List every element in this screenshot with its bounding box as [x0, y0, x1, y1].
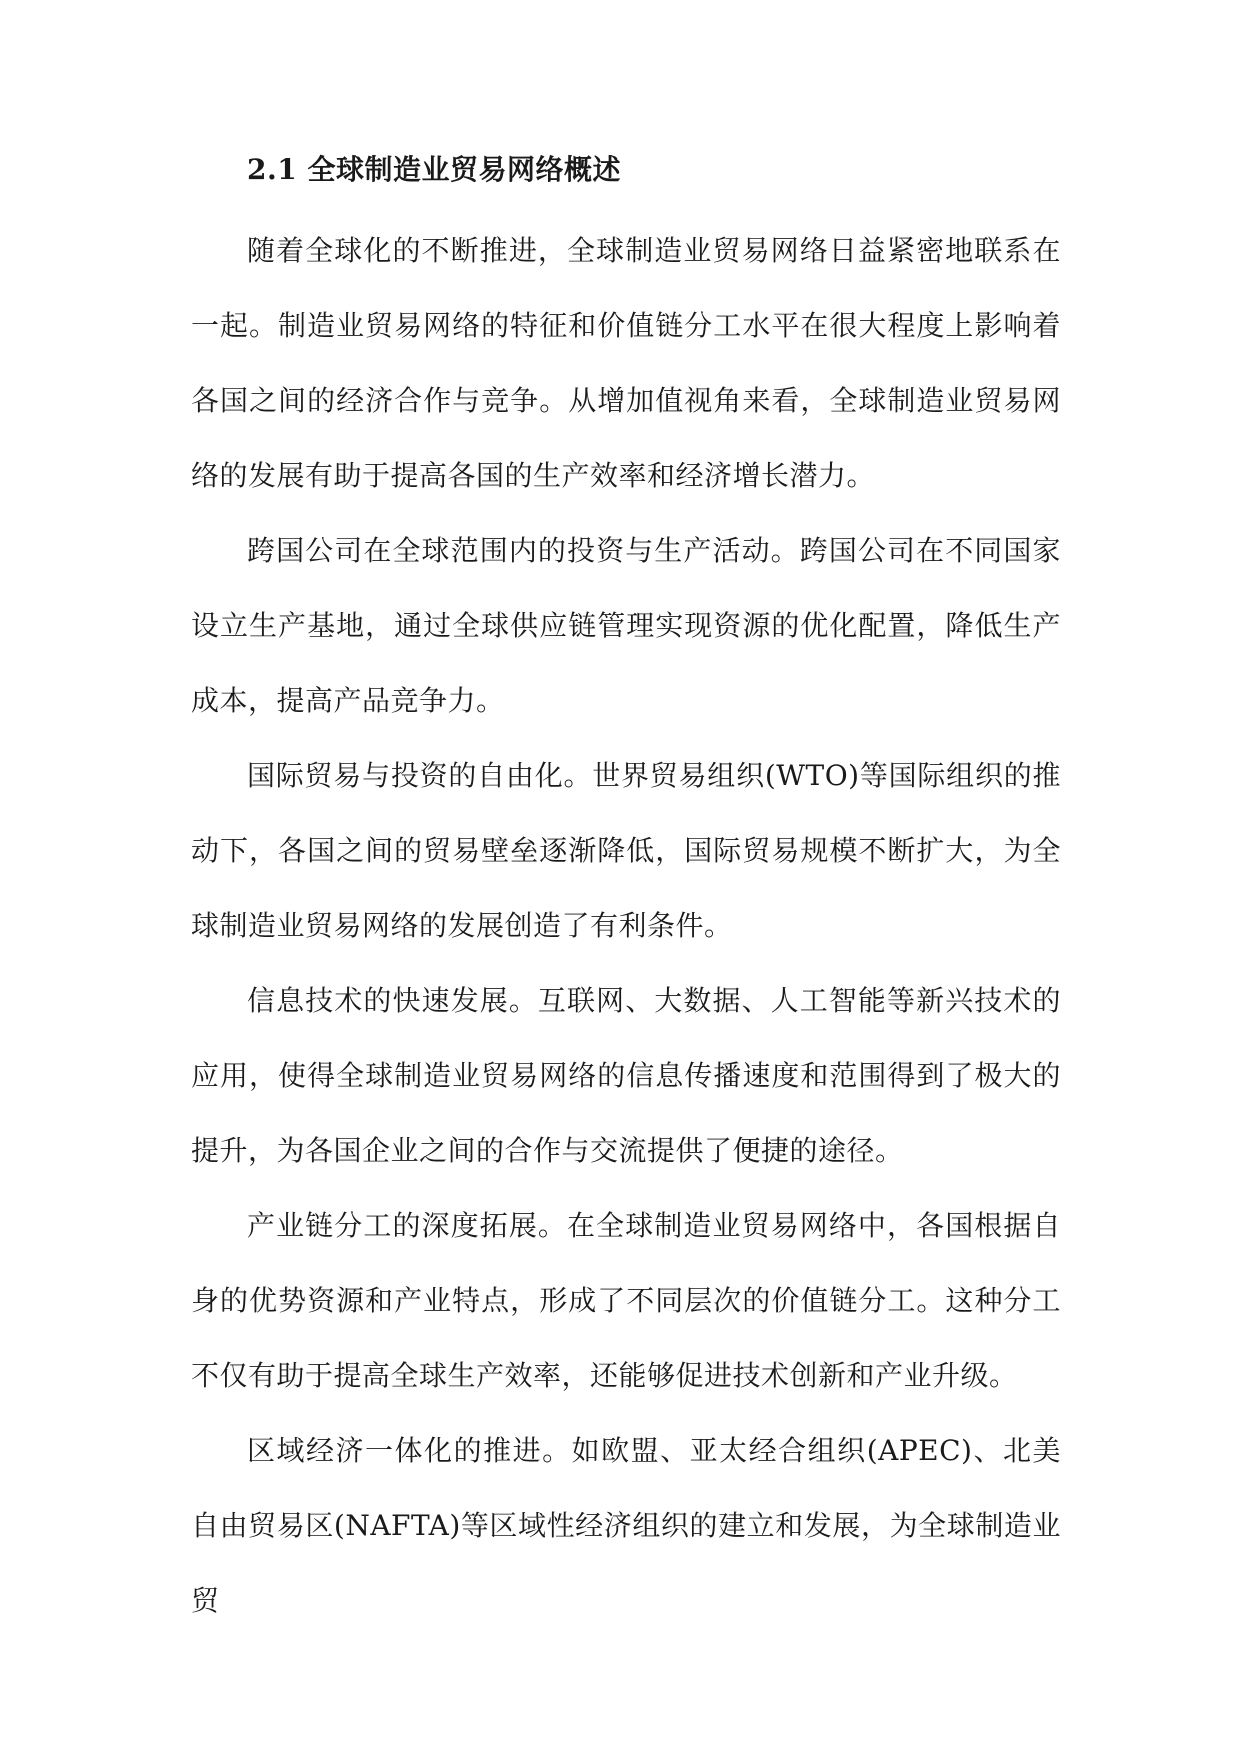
body-text	[191, 213, 1061, 1638]
paragraph: 产业链分工的深度拓展。在全球制造业贸易网络中，各国根据自身的优势资源和产业特点，形成了不同层次的价值链分工。这种分工不仅有助于提高全球生产效率，还能够促进技术创新和产业升级。	[191, 1209, 1061, 1392]
paragraph: 跨国公司在全球范围内的投资与生产活动。跨国公司在不同国家设立生产基地，通过全球供应链管理实现资源的优化配置，降低生产成本，提高产品竞争力。	[191, 534, 1061, 717]
paragraph: 国际贸易与投资的自由化。世界贸易组织(WTO)等国际组织的推动下，各国之间的贸易壁垒逐渐降低，国际贸易规模不断扩大，为全球制造业贸易网络的发展创造了有利条件。	[191, 759, 1061, 942]
paragraph: 区域经济一体化的推进。如欧盟、亚太经合组织(APEC)、北美自由贸易区(NAFTA)等区域性经济组织的建立和发展，为全球制造业贸	[191, 1434, 1061, 1617]
paragraph: 信息技术的快速发展。互联网、大数据、人工智能等新兴技术的应用，使得全球制造业贸易网络的信息传播速度和范围得到了极大的提升，为各国企业之间的合作与交流提供了便捷的途径。	[191, 984, 1061, 1167]
paragraph: 随着全球化的不断推进，全球制造业贸易网络日益紧密地联系在一起。制造业贸易网络的特征和价值链分工水平在很大程度上影响着各国之间的经济合作与竞争。从增加值视角来看，全球制造业贸易网络的发展有助于提高各国的生产效率和经济增长潜力。	[191, 234, 1061, 492]
document-page	[191, 0, 1061, 1754]
section-heading: 2.1 全球制造业贸易网络概述	[247, 153, 621, 186]
